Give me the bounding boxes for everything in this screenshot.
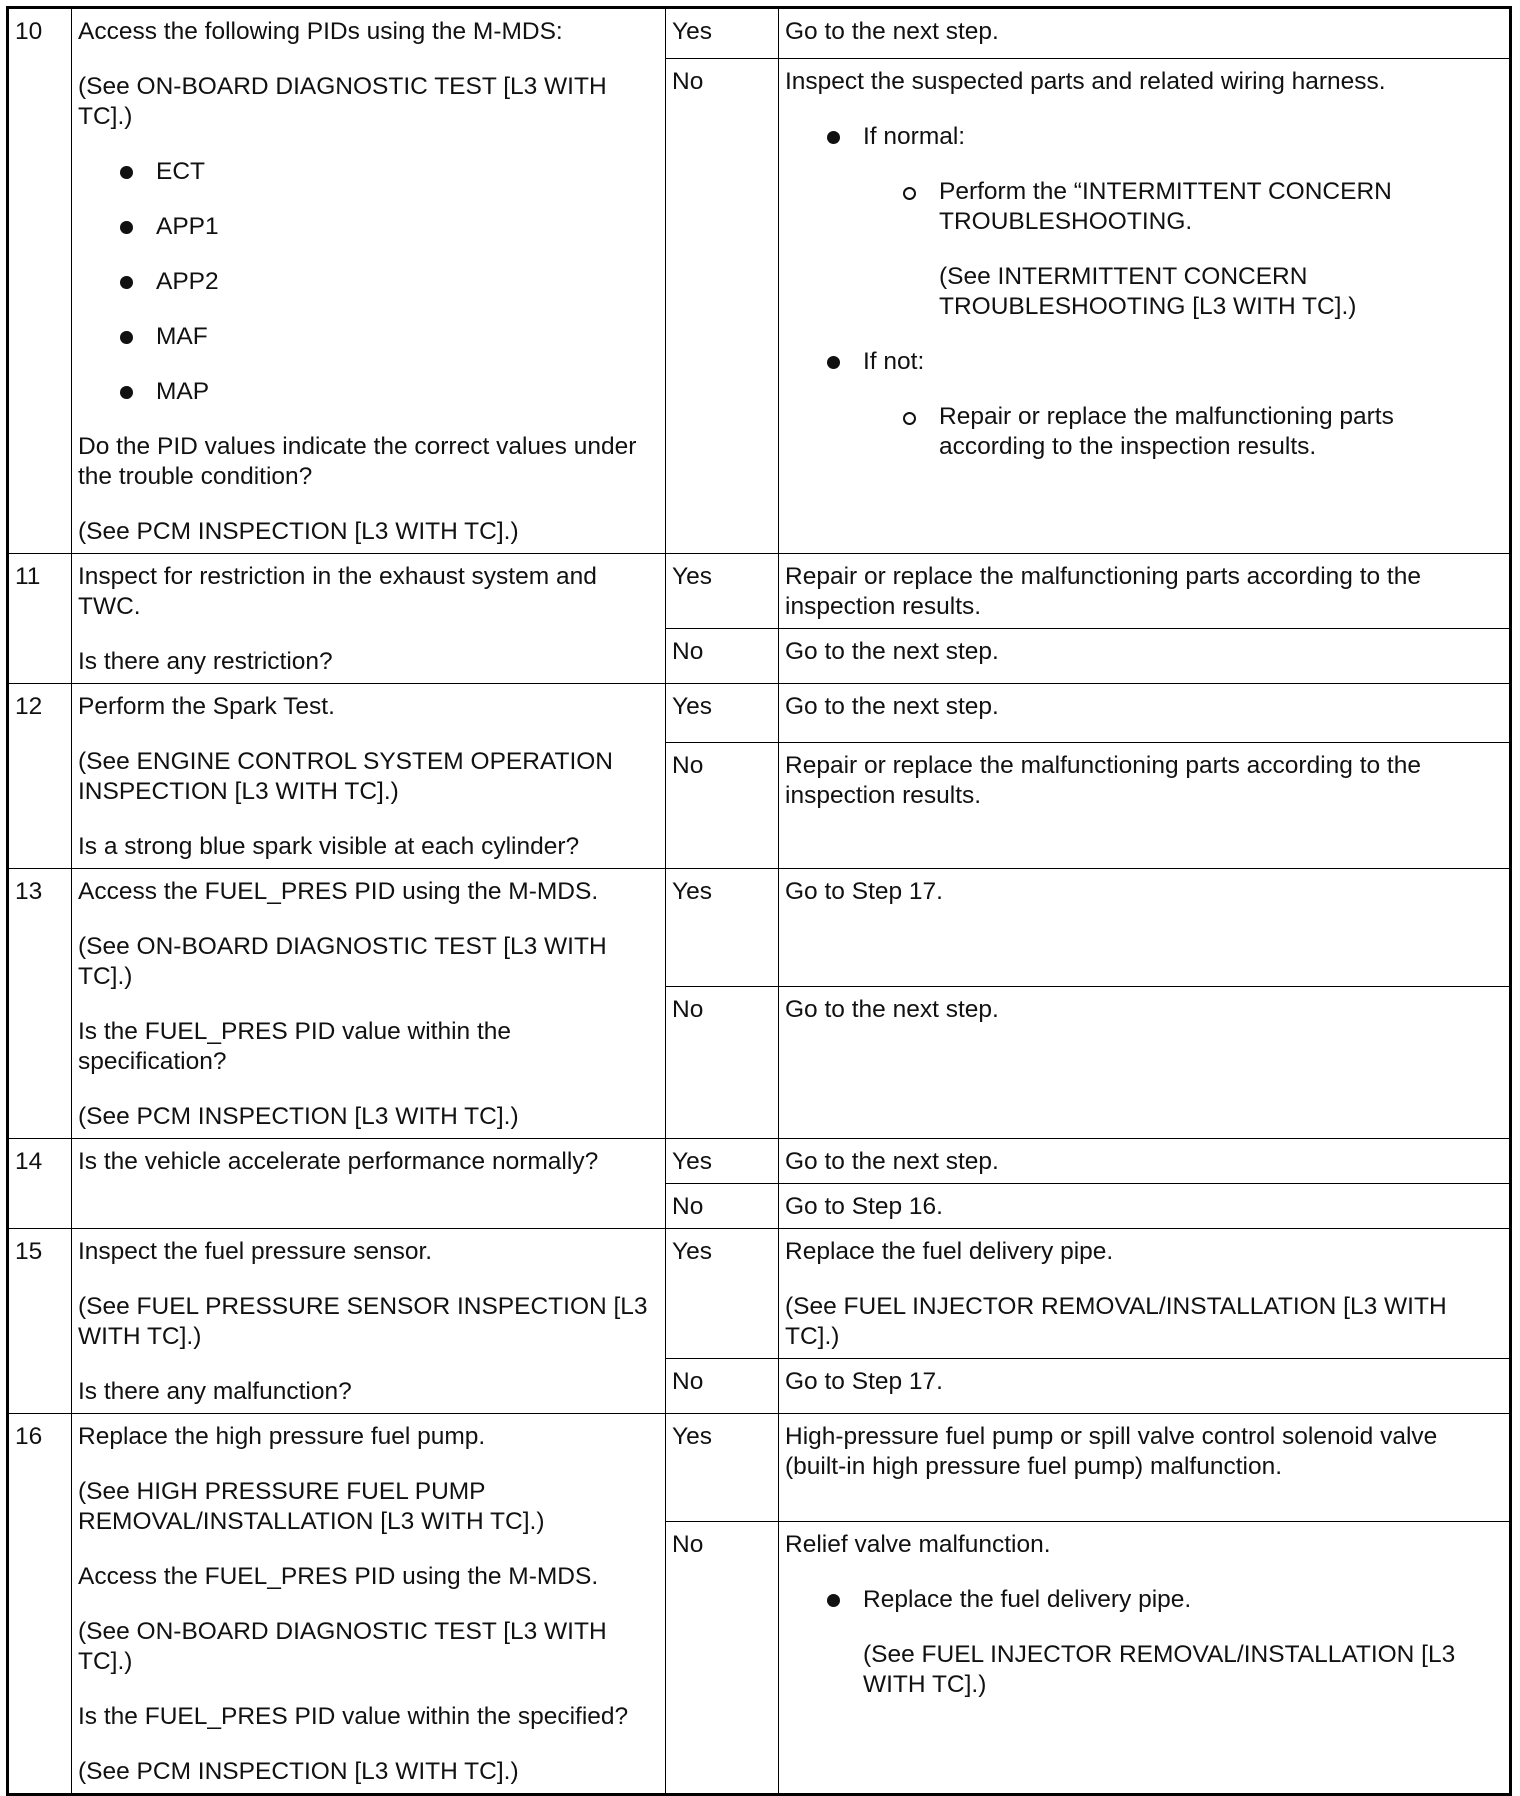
step-number: 16 xyxy=(8,1414,72,1795)
condition-list xyxy=(785,122,1503,462)
action-yes: High-pressure fuel pump or spill valve control solenoid valve (built-in high pressure fuel pump) malfunction. xyxy=(779,1414,1511,1522)
result-yes: Yes xyxy=(666,684,779,743)
step-action xyxy=(72,684,666,869)
action-list-text: Replace the fuel delivery pipe. xyxy=(863,1586,1192,1613)
step-12-yes-row xyxy=(8,684,1511,743)
action-list xyxy=(785,1585,1503,1700)
result-no: No xyxy=(666,1359,779,1414)
action-no: Repair or replace the malfunctioning parts according to the inspection results. xyxy=(779,743,1511,869)
sub-list xyxy=(863,177,1503,322)
action-yes-reference: (See FUEL INJECTOR REMOVAL/INSTALLATION [L3 WITH TC].) xyxy=(785,1293,1447,1350)
action-text: Perform the Spark Test. xyxy=(78,693,335,720)
action-question: Is there any malfunction? xyxy=(78,1378,352,1405)
diagnostic-table xyxy=(6,6,1512,1796)
action-yes: Repair or replace the malfunctioning parts according to the inspection results. xyxy=(779,554,1511,629)
result-yes: Yes xyxy=(666,869,779,987)
action-text: Replace the high pressure fuel pump. xyxy=(78,1423,486,1450)
action-text: Inspect the fuel pressure sensor. xyxy=(78,1238,433,1265)
action-yes: Go to the next step. xyxy=(779,8,1511,59)
action-reference: (See HIGH PRESSURE FUEL PUMP REMOVAL/INSTALLATION [L3 WITH TC].) xyxy=(78,1478,545,1535)
pid-item: MAF xyxy=(118,322,659,352)
action-no xyxy=(779,59,1511,554)
result-no: No xyxy=(666,59,779,554)
result-yes: Yes xyxy=(666,1139,779,1184)
diagnostic-procedure-page xyxy=(6,6,1512,1785)
step-action xyxy=(72,1414,666,1795)
action-question: Is a strong blue spark visible at each cylinder? xyxy=(78,833,580,860)
action-yes xyxy=(779,1229,1511,1359)
sub-list xyxy=(863,402,1503,462)
action-question: Is there any restriction? xyxy=(78,648,333,675)
step-number: 10 xyxy=(8,8,72,554)
action-reference: (See ENGINE CONTROL SYSTEM OPERATION INSPECTION [L3 WITH TC].) xyxy=(78,748,614,805)
action-yes-text: Replace the fuel delivery pipe. xyxy=(785,1238,1114,1265)
result-yes: Yes xyxy=(666,1414,779,1522)
action-no: Go to the next step. xyxy=(779,629,1511,684)
condition-label: If normal: xyxy=(863,123,966,150)
action-no xyxy=(779,1522,1511,1795)
action-question: Is the FUEL_PRES PID value within the specified? xyxy=(78,1703,629,1730)
condition-item-normal xyxy=(825,122,1503,322)
step-16-yes-row xyxy=(8,1414,1511,1522)
step-14-yes-row xyxy=(8,1139,1511,1184)
action-no-text: Relief valve malfunction. xyxy=(785,1531,1051,1558)
action-yes: Go to the next step. xyxy=(779,684,1511,743)
action-text: Access the FUEL_PRES PID using the M-MDS. xyxy=(78,1563,599,1590)
action-reference: (See PCM INSPECTION [L3 WITH TC].) xyxy=(78,1758,519,1785)
action-question: Is the vehicle accelerate performance normally? xyxy=(78,1148,599,1175)
result-yes: Yes xyxy=(666,554,779,629)
result-no: No xyxy=(666,629,779,684)
result-no: No xyxy=(666,743,779,869)
step-13-yes-row xyxy=(8,869,1511,987)
action-no: Go to Step 17. xyxy=(779,1359,1511,1414)
action-text: Inspect for restriction in the exhaust system and TWC. xyxy=(78,563,597,620)
action-list-item xyxy=(825,1585,1503,1700)
action-no: Go to the next step. xyxy=(779,987,1511,1139)
result-no: No xyxy=(666,987,779,1139)
sub-item xyxy=(901,177,1503,322)
pid-item: APP2 xyxy=(118,267,659,297)
step-number: 11 xyxy=(8,554,72,684)
pid-item: ECT xyxy=(118,157,659,187)
step-11-yes-row xyxy=(8,554,1511,629)
sub-item-reference: (See INTERMITTENT CONCERN TROUBLESHOOTING [L3 WITH TC].) xyxy=(939,263,1357,320)
action-reference: (See ON-BOARD DIAGNOSTIC TEST [L3 WITH TC].) xyxy=(78,933,607,990)
result-no: No xyxy=(666,1522,779,1795)
action-reference: (See FUEL PRESSURE SENSOR INSPECTION [L3 WITH TC].) xyxy=(78,1293,648,1350)
action-reference: (See PCM INSPECTION [L3 WITH TC].) xyxy=(78,518,519,545)
condition-label: If not: xyxy=(863,348,925,375)
action-text: Access the following PIDs using the M-MDS: xyxy=(78,18,563,45)
result-yes: Yes xyxy=(666,8,779,59)
step-action xyxy=(72,8,666,554)
step-action xyxy=(72,554,666,684)
action-reference: (See ON-BOARD DIAGNOSTIC TEST [L3 WITH TC].) xyxy=(78,73,607,130)
action-no: Go to Step 16. xyxy=(779,1184,1511,1229)
action-question: Do the PID values indicate the correct values under the trouble condition? xyxy=(78,433,637,490)
step-10-yes-row xyxy=(8,8,1511,59)
pid-item: APP1 xyxy=(118,212,659,242)
action-yes: Go to Step 17. xyxy=(779,869,1511,987)
action-list-reference: (See FUEL INJECTOR REMOVAL/INSTALLATION [L3 WITH TC].) xyxy=(863,1641,1456,1698)
step-15-yes-row xyxy=(8,1229,1511,1359)
action-question: Is the FUEL_PRES PID value within the specification? xyxy=(78,1018,512,1075)
result-yes: Yes xyxy=(666,1229,779,1359)
step-number: 12 xyxy=(8,684,72,869)
step-action xyxy=(72,869,666,1139)
step-action xyxy=(72,1139,666,1229)
pid-item: MAP xyxy=(118,377,659,407)
step-number: 13 xyxy=(8,869,72,1139)
sub-item: Repair or replace the malfunctioning parts according to the inspection results. xyxy=(901,402,1503,462)
step-action xyxy=(72,1229,666,1414)
step-number: 14 xyxy=(8,1139,72,1229)
condition-item-not xyxy=(825,347,1503,462)
action-reference: (See ON-BOARD DIAGNOSTIC TEST [L3 WITH TC].) xyxy=(78,1618,607,1675)
action-reference: (See PCM INSPECTION [L3 WITH TC].) xyxy=(78,1103,519,1130)
result-no: No xyxy=(666,1184,779,1229)
sub-item-text: Perform the “INTERMITTENT CONCERN TROUBLESHOOTING. xyxy=(939,178,1392,235)
action-yes: Go to the next step. xyxy=(779,1139,1511,1184)
pid-list xyxy=(78,157,659,407)
step-number: 15 xyxy=(8,1229,72,1414)
action-no-text: Inspect the suspected parts and related wiring harness. xyxy=(785,68,1386,95)
action-text: Access the FUEL_PRES PID using the M-MDS. xyxy=(78,878,599,905)
